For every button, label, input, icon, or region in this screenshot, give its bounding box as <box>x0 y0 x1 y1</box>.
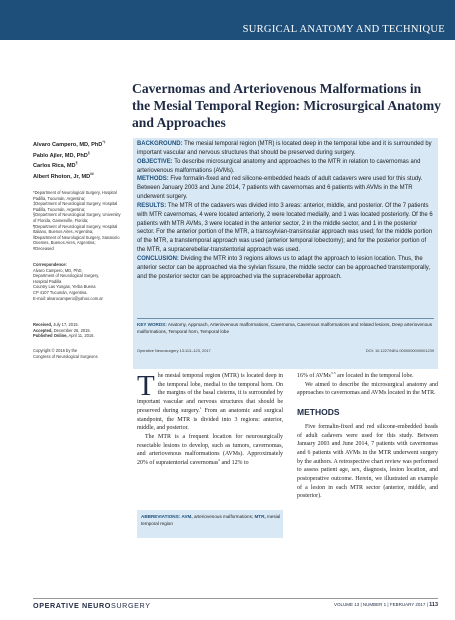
keywords <box>137 322 434 335</box>
author: Carlos Rica, MD¶ <box>33 161 78 169</box>
author: Alvaro Campero, MD, PhD*‡ <box>33 140 106 148</box>
intro-paragraph: The MTR is a frequent location for neurosurgically resectable lesions to develop, such as tumors, cavernomas, and arteriovenous malformations (AVMs). Approximately 20% of supratentorial cavernomas$^2$ and 12% to <box>137 433 283 467</box>
correspondence <box>33 262 123 301</box>
abbreviations <box>141 514 281 528</box>
reference-mark[interactable]: 3-5 <box>330 371 336 376</box>
drop-cap: T <box>137 370 155 402</box>
keywords-divider <box>137 318 434 319</box>
body-column-left <box>137 372 283 468</box>
affiliation: *Department of Neurological Surgery, Hospital Padilla, Tucumán, Argentina; <box>33 190 117 201</box>
accepted-date: Accepted, December 26, 2015. <box>33 327 91 333</box>
abbreviation-value: arteriovenous malformations; <box>193 514 254 519</box>
copyright-line: Congress of Neurological Surgeons <box>33 353 98 359</box>
correspondence-email-link[interactable]: E-mail: alvarocampero@yahoo.com.ar <box>33 295 103 301</box>
abstract-methods: METHODS: Five formalin-fixed and red silicone-embedded heads of adult cadavers were used for this study. Between January 2003 and June 2014, 7 patients with cavernomas and 6 patients with AVMs in the MTR underwent surgery. <box>137 176 423 201</box>
intro-paragraph: We aimed to describe the microsurgical anatomy and approaches to cavernomas and AVMs located in the MTR. <box>297 381 438 397</box>
abstract-objective: OBJECTIVE: To describe microsurgical anatomy and approaches to the MTR in relation to cavernomas and arteriovenous malformations (AVMs). <box>137 158 421 174</box>
keywords-label: KEY WORDS: <box>137 322 167 327</box>
affiliations <box>33 190 123 252</box>
citation-doi: DOI: 10.1227/NEU.0000000000001239 <box>365 348 434 353</box>
copyright-line: Copyright © 2016 by the <box>33 348 78 353</box>
correspondence-line: Country Las Yungas, Yerba Buena <box>33 284 96 290</box>
body-column-right <box>297 372 438 501</box>
article-title: Cavernomas and Arteriovenous Malformations in the Mesial Temporal Region: Microsurgical Anatomy and Approaches <box>132 81 441 130</box>
abbreviations-label: ABBREVIATIONS: <box>141 514 181 519</box>
copyright <box>33 348 128 359</box>
abbreviation-key: MTR, <box>254 514 266 519</box>
affiliation: §Department of Neurological Surgery, University of Florida, Gainesville, Florida; <box>33 212 121 223</box>
intro-paragraph: The mesial temporal region (MTR) is located deep in the temporal lobe, medial to the temporal horn. On the margins of the basal cisterns, it is surrounded by important vascular and nervous structures that should be preserved during surgery.$^1$ From an anatomic and surgical standpoint, the MTR is divided into 3 regions: anterior, middle, and posterior. <box>137 370 283 432</box>
reference-mark[interactable]: 1 <box>199 405 202 410</box>
received-date: Received, July 17, 2015. <box>33 322 79 327</box>
keywords-text: Anatomy, Approach, Arteriovenous malformations, Cavernoma, Cavernous malformations and related lesions, Deep arteriovenous malformations, Temporal horn, Temporal lobe <box>137 322 433 334</box>
affiliation: ‡Department of Neurological Surgery, Hospital Padilla, Tucumán, Argentina; <box>33 201 118 212</box>
section-header: SURGICAL ANATOMY AND TECHNIQUE <box>242 24 445 35</box>
affiliation: ‖Department of Neurological Surgery, Sanatorio Güemes, Buenos Aires, Argentina; <box>33 234 120 246</box>
author-list <box>33 140 123 182</box>
affiliation: #Deceased <box>33 245 54 251</box>
correspondence-line: CP 4107 Tucumán, Argentina. <box>33 289 88 295</box>
abbreviation-value: mesial temporal region <box>141 514 281 526</box>
reference-mark[interactable]: 2 <box>218 458 221 463</box>
abbreviation-key: AVM, <box>181 514 193 519</box>
author: Pablo Ajler, MD, PhD§ <box>33 150 90 159</box>
correspondence-line: Department of Neurological Surgery, <box>33 273 100 279</box>
abstract-results: RESULTS: The MTR of the cadavers was divided into 3 areas: anterior, middle, and posterior. Of the 7 patients with MTR cavernomas, 4 were located anteriorly, 2 were located medially, and 1 was located posteriorly. Of the 6 patients with MTR AVMs, 3 were located in the anterior sector, 2 in the middle sector, and 1 in the posterior sector. For the anterior portion of the MTR, a transsylvian-transinsular approach was used; for the middle portion of the MTR, a transtemporal approach was used (anterior temporal lobectomy); and for the posterior portion of the MTR, a supracerebellar-transtentorial approach was used. <box>137 202 433 254</box>
footer-journal-name: OPERATIVE NEUROSURGERY <box>33 601 151 610</box>
publication-dates <box>33 322 123 339</box>
methods-heading: METHODS <box>297 407 340 418</box>
affiliation: ¶Department of Neurological Surgery, Hospital Italiano, Buenos Aires, Argentina; <box>33 223 118 235</box>
abstract-background: BACKGROUND: The mesial temporal region (MTR) is located deep in the temporal lobe and it is surrounded by important vascular and nervous structures that should be preserved during surgery. <box>137 141 432 156</box>
author: Albert Rhoton, Jr, MD‖# <box>33 171 94 180</box>
citation-line <box>137 348 434 353</box>
intro-paragraph: 16% of AVMs$^{3-5}$ are located in the temporal lobe. <box>297 371 414 379</box>
correspondence-line: Alvaro Campero, MD, PhD, <box>33 267 83 273</box>
abstract-conclusion: CONCLUSION: Dividing the MTR into 3 regions allows us to adapt the approach to lesion location. Thus, the anterior sector can be approached via the sylvian fissure, the middle sector can be approached transtemporally, and the posterior sector can be approached via the supracerebellar approach. <box>137 255 430 280</box>
page-number: 113 <box>429 602 438 608</box>
citation-journal: Operative Neurosurgery 13:113–123, 2017 <box>137 348 211 353</box>
footer-divider <box>33 598 438 599</box>
methods-paragraph: Five formalin-fixed and red silicone-embedded heads of adult cadavers were used for this study. Between January 2003 and June 2014, 7 patients with cavernomas and 6 patients with AVMs in the MTR underwent surgery by the authors. A retrospective chart review was performed to assess patient age, sex, diagnosis, lesion location, and postoperative outcome. Herein, we illustrated an example of a lesion in each MTR sector (anterior, middle, and posterior). <box>297 423 438 500</box>
correspondence-line: Hospital Padilla <box>33 278 62 284</box>
published-date: Published Online, April 11, 2016. <box>33 333 95 339</box>
footer-issue: VOLUME 13 | NUMBER 1 | FEBRUARY 2017 | 113 <box>333 602 438 608</box>
correspondence-label: Correspondence: <box>33 262 67 267</box>
abstract <box>137 140 435 282</box>
